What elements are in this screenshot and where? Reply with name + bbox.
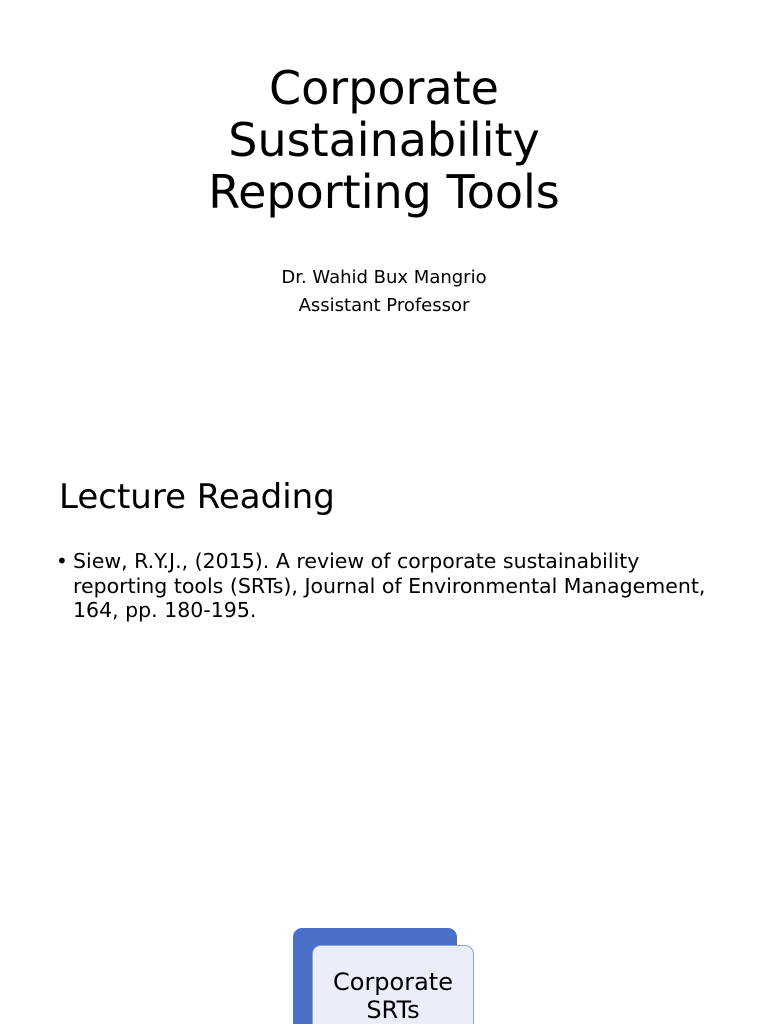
bullet-icon: •: [56, 549, 68, 573]
list-item: [56, 549, 716, 623]
diagram-box-label-line: Corporate: [333, 968, 453, 996]
section-heading: Lecture Reading: [59, 477, 335, 517]
slide-title-line: Sustainability: [228, 113, 540, 167]
slide-subtitle: [0, 264, 768, 320]
slide-title-line: Reporting Tools: [208, 165, 560, 219]
author-name: Dr. Wahid Bux Mangrio: [281, 267, 487, 288]
diagram-box-label-line: SRTs: [366, 996, 420, 1024]
reading-citation: Siew, R.Y.J., (2015). A review of corporate sustainability reporting tools (SRTs), Journal of Environmental Management, 164, pp. 180-195.: [73, 549, 706, 622]
reading-list: [56, 549, 716, 623]
author-position: Assistant Professor: [298, 295, 470, 316]
slide-title-line: Corporate: [269, 61, 499, 115]
diagram-box: [312, 945, 474, 1024]
slide-title: [0, 62, 768, 218]
